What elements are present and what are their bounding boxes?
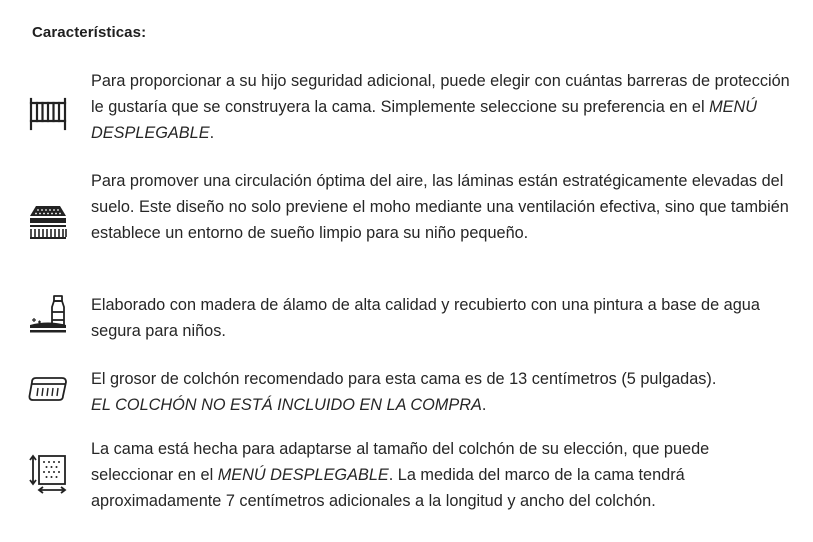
feature-text: Para promover una circulación óptima del aire, las láminas están estratégicamente elevadas del suelo. Este diseño no solo previene el moho mediante una ventilación efectiva, sino que también establece un entorno de sueño limpio para su niño pequeño. — [91, 172, 789, 242]
raised-slats-icon — [28, 202, 68, 242]
crib-icon — [28, 94, 68, 134]
feature-text: Para proporcionar a su hijo seguridad adicional, puede elegir con cuántas barreras de protección le gustaría que se construyera la cama. Simplemente seleccione su preferencia en el MENÚ DESPLEGABLE. — [91, 72, 790, 142]
dropdown-menu-reference: MENÚ DESPLEGABLE — [91, 98, 758, 142]
paint-bottle-wood-icon — [28, 294, 68, 334]
not-included-notice: EL COLCHÓN NO ESTÁ INCLUIDO EN LA COMPRA — [91, 396, 482, 414]
section-heading: Características: — [32, 24, 147, 41]
feature-text: La cama está hecha para adaptarse al tamaño del colchón de su elección, que puede seleccionar en el MENÚ DESPLEGABLE. La medida del marco de la cama tendrá aproximadamente 7 centímetros adicionales a la longitud y ancho del colchón. — [91, 440, 710, 510]
feature-text: Elaborado con madera de álamo de alta calidad y recubierto con una pintura a base de agua segura para niños. — [91, 296, 760, 340]
dropdown-menu-reference: MENÚ DESPLEGABLE — [217, 466, 389, 484]
mattress-icon — [28, 370, 68, 410]
mattress-dimensions-icon — [28, 454, 68, 494]
feature-text: El grosor de colchón recomendado para esta cama es de 13 centímetros (5 pulgadas). EL COLCHÓN NO ESTÁ INCLUIDO EN LA COMPRA. — [91, 370, 717, 414]
